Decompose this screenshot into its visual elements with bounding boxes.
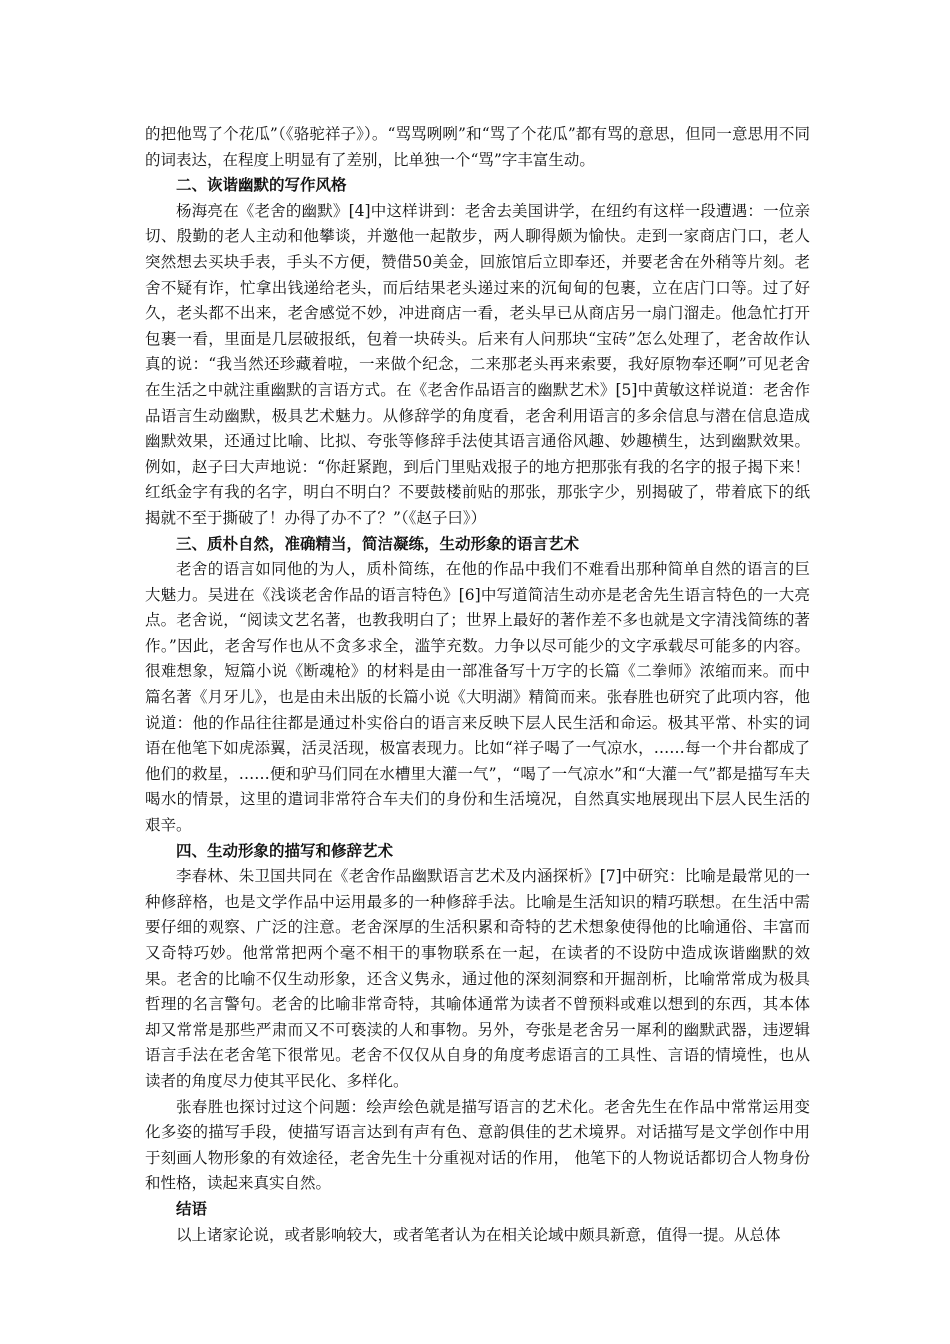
paragraph-rhetoric-description: 张春胜也探讨过这个问题：绘声绘色就是描写语言的艺术化。老舍先生在作品中常常运用变化多姿的描写手段，使描写语言达到有声有色、意韵俱佳的艺术境界。对话描写是文学创作中用于刻画人物形象的有效途径，老舍先生十分重视对话的作用， 他笔下的人物说话都切合人物身份和性格，读起来真实自然。 (145, 1097, 810, 1193)
paragraph-conclusion: 以上诸家论说，或者影响较大，或者笔者认为在相关论域中颇具新意，值得一提。从总体 (176, 1225, 781, 1244)
paragraph-language-art: 老舍的语言如同他的为人，质朴简练，在他的作品中我们不难看出那种简单自然的语言的巨大魅力。吴进在《浅谈老舍作品的语言特色》[6]中写道简洁生动亦是老舍先生语言特色的一大亮点。老舍说，“阅读文艺名著，也教我明白了；世界上最好的著作差不多也就是文字清浅简练的著作。”因此，老舍写作也从不贪多求全，滥竽充数。力争以尽可能少的文字承载尽可能多的内容。很难想象，短篇小说《断魂枪》的材料是由一部准备写十万字的长篇《二拳师》浓缩而来。而中篇名著《月牙儿》，也是由未出版的长篇小说《大明湖》精简而来。张春胜也研究了此项内容，他说道：他的作品往往都是通过朴实俗白的语言来反映下层人民生活和命运。极其平常、朴实的词语在他笔下如虎添翼，活灵活现，极富表现力。比如“祥子喝了一气凉水，……每一个井台都成了他们的救星，……便和驴马们同在水槽里大灌一气”，“喝了一气凉水”和“大灌一气”都是描写车夫喝水的情景，这里的遣词非常符合车夫们的身份和生活境况，自然真实地展现出下层人民生活的艰辛。 (145, 560, 810, 835)
paragraph-rhetoric-metaphor: 李春林、朱卫国共同在《老舍作品幽默语言艺术及内涵探析》[7]中研究：比喻是最常见的一种修辞格，也是文学作品中运用最多的一种修辞手法。比喻是生活知识的精巧联想。在生活中需要仔细的观察、广泛的注意。老舍深厚的生活积累和奇特的艺术想象使得他的比喻通俗、丰富而又奇特巧妙。他常常把两个毫不相干的事物联系在一起，在读者的不设防中造成诙谐幽默的效果。老舍的比喻不仅生动形象，还含义隽永，通过他的深刻洞察和开掘剖析，比喻常常成为极具哲理的名言警句。老舍的比喻非常奇特，其喻体通常为读者不曾预料或难以想到的东西，其本体却又常常是那些严肃而又不可亵渎的人和事物。另外，夸张是老舍另一犀利的幽默武器，违逻辑语言手法在老舍笔下很常见。老舍不仅仅从自身的角度考虑语言的工具性、言语的情境性，也从读者的角度尽力使其平民化、多样化。 (145, 867, 810, 1090)
section-heading-rhetoric: 四、生动形象的描写和修辞艺术 (176, 841, 394, 860)
paragraph-continuation: 的把他骂了个花瓜”（《骆驼祥子》）。“骂骂咧咧”和“骂了个花瓜”都有骂的意思，但同一意思用不同的词表达，在程度上明显有了差别，比单独一个“骂”字丰富生动。 (145, 125, 810, 169)
section-heading-language-art: 三、质朴自然，准确精当，简洁凝练，生动形象的语言艺术 (176, 534, 580, 553)
section-heading-humor: 二、诙谐幽默的写作风格 (176, 176, 347, 195)
paragraph-humor-anecdote: 杨海亮在《老舍的幽默》[4]中这样讲到：老舍去美国讲学，在纽约有这样一段遭遇：一位亲切、殷勤的老人主动和他攀谈，并邀他一起散步，两人聊得颇为愉快。走到一家商店门口，老人突然想去买块手表，手头不方便，赞借50美金，回旅馆后立即奉还，并要老舍在外稍等片刻。老舍不疑有诈，忙拿出钱递给老头，而后结果老头递过来的沉甸甸的包裹，立在店门口等。过了好久，老头都不出来，老舍感觉不妙，冲进商店一看，老头早已从商店另一扇门溜走。他急忙打开包裹一看，里面是几层破报纸，包着一块砖头。后来有人问那块“宝砖”怎么处理了，老舍故作认真的说：“我当然还珍藏着啦，一来做个纪念，二来那老头再来索要，我好原物奉还啊”可见老舍在生活之中就注重幽默的言语方式。在《老舍作品语言的幽默艺术》[5]中黄敏这样说道：老舍作品语言生动幽默，极具艺术魅力。从修辞学的角度看，老舍利用语言的多余信息与潜在信息造成幽默效果，还通过比喻、比拟、夸张等修辞手法使其语言通俗风趣、妙趣横生，达到幽默效果。例如，赵子曰大声地说：“你赶紧跑，到后门里贴戏报子的地方把那张有我的名字的报子揭下来！红纸金字有我的名字，明白不明白？不要鼓楼前贴的那张，那张字少，别揭破了，带着底下的纸揭就不至于撕破了！办得了办不了？”（《赵子曰》） (145, 201, 810, 527)
section-heading-conclusion: 结语 (176, 1199, 208, 1218)
document-body (145, 122, 810, 1248)
